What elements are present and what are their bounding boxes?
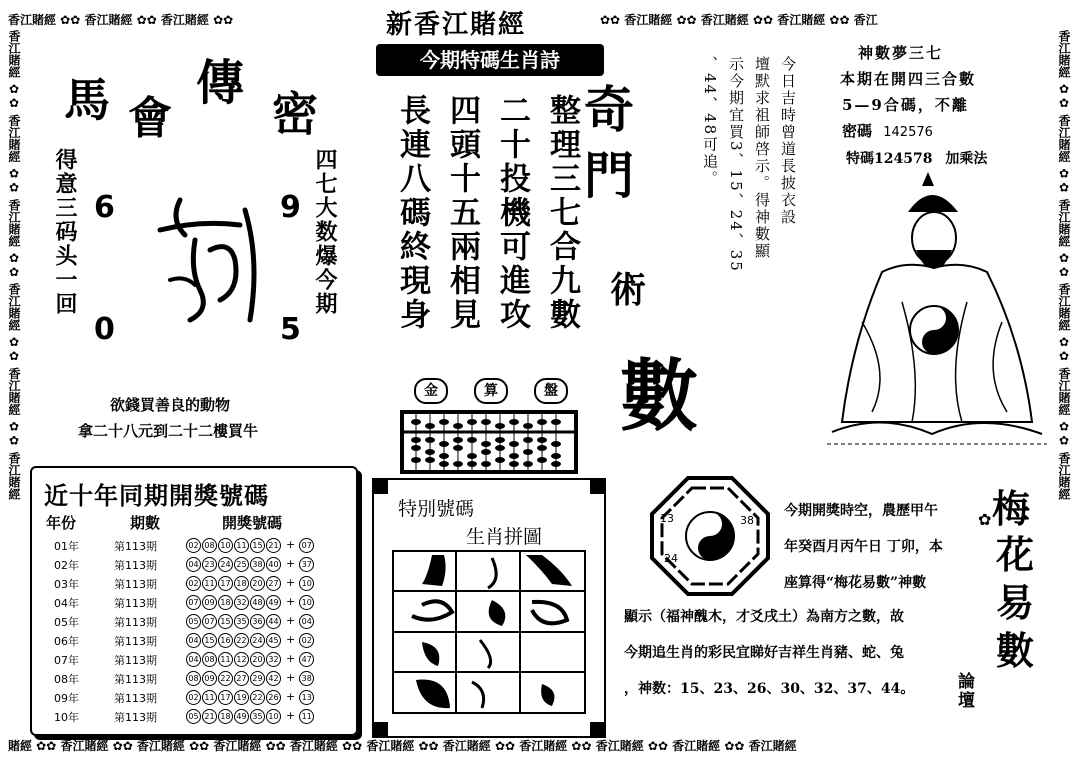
history-row [40, 707, 318, 726]
number-ball: 08 [186, 671, 201, 686]
shenshu-special-label: 特碼124578 [846, 151, 933, 167]
history-numbers [183, 631, 318, 650]
number-ball: 18 [218, 595, 233, 610]
number-ball: 17 [218, 690, 233, 705]
number-ball: 45 [266, 633, 281, 648]
history-period: 第113期 [114, 615, 157, 629]
history-year: 08年 [54, 672, 79, 686]
number-ball: 15 [218, 614, 233, 629]
number-ball: 11 [234, 538, 249, 553]
number-ball: 40 [266, 557, 281, 572]
plum-line-6: ，神数：15、23、26、30、32、37、44。 [624, 681, 915, 697]
special-number-ball: 37 [299, 557, 314, 572]
number-ball: 10 [266, 709, 281, 724]
bagua-number-38: 38 [740, 514, 754, 527]
number-ball: 07 [202, 614, 217, 629]
plus-sign: + [286, 690, 296, 703]
number-ball: 11 [218, 652, 233, 667]
number-ball: 19 [234, 690, 249, 705]
shenshu-line-1: 神數夢三七 [858, 44, 944, 62]
bagua-number-13: 13 [660, 512, 674, 525]
number-ball: 22 [218, 671, 233, 686]
number-ball: 18 [218, 709, 233, 724]
number-ball: 17 [218, 576, 233, 591]
history-year: 03年 [54, 577, 79, 591]
plus-sign: + [286, 595, 296, 608]
number-ball: 38 [250, 557, 265, 572]
number-ball: 05 [186, 614, 201, 629]
history-period: 第113期 [114, 539, 157, 553]
plum-line-1: 今期開獎時空，農歷甲午 [784, 503, 938, 519]
history-year: 04年 [54, 596, 79, 610]
number-ball: 48 [250, 595, 265, 610]
number-ball: 27 [234, 671, 249, 686]
history-rows [40, 536, 318, 726]
number-ball: 44 [266, 614, 281, 629]
history-year: 07年 [54, 653, 79, 667]
plus-sign: + [286, 652, 296, 665]
number-ball: 35 [234, 614, 249, 629]
abacus-label-3: 盤 [534, 378, 568, 404]
history-year: 02年 [54, 558, 79, 572]
calligraphy-symbol [140, 180, 270, 340]
plum-title-4: 數 [996, 628, 1035, 673]
special-number-ball: 10 [299, 595, 314, 610]
digit-9: 9 [280, 190, 301, 225]
plus-sign: + [286, 709, 296, 722]
abacus-label-2: 算 [474, 378, 508, 404]
bagua-number-24: 24 [664, 552, 678, 565]
history-year: 09年 [54, 691, 79, 705]
plum-line-4: 顯示（福神醜木，才爻戌土）為南方之數，故 [624, 609, 904, 625]
number-ball: 20 [250, 576, 265, 591]
special-number-ball: 10 [299, 576, 314, 591]
number-ball: 04 [186, 652, 201, 667]
special-number-ball: 13 [299, 690, 314, 705]
daoist-line-2: 壇默求祖師啓示。得神數顯 [753, 56, 771, 260]
riddle-line-2: 拿二十八元到二十二樓買牛 [78, 422, 259, 440]
history-numbers [183, 574, 318, 593]
history-row [40, 669, 318, 688]
qimen-char-2: 門 [584, 146, 634, 205]
shenshu-line-3: 5—9合碼，不離 [842, 96, 969, 114]
shenshu-line-2: 本期在開四三合數 [840, 70, 977, 88]
history-period: 第113期 [114, 577, 157, 591]
left-side-text: 得意三码头一回 [52, 148, 78, 316]
sage-illustration [822, 172, 1052, 452]
special-number-ball: 11 [299, 709, 314, 724]
plus-sign: + [286, 633, 296, 646]
history-row [40, 593, 318, 612]
special-number-ball: 07 [299, 538, 314, 553]
number-ball: 15 [202, 633, 217, 648]
number-ball: 27 [266, 576, 281, 591]
number-ball: 08 [202, 538, 217, 553]
number-ball: 04 [186, 557, 201, 572]
poem-line-4: 長連八碼終現身 [394, 94, 430, 332]
number-ball: 49 [266, 595, 281, 610]
history-numbers [183, 650, 318, 669]
puzzle-title-2: 生肖拼圖 [466, 526, 543, 548]
plum-flower-icon: ✿ [978, 510, 992, 529]
plus-sign: + [286, 538, 296, 551]
plum-title-2: 花 [996, 532, 1035, 577]
number-ball: 35 [250, 709, 265, 724]
number-ball: 29 [250, 671, 265, 686]
plus-sign: + [286, 576, 296, 589]
puzzle-corner-tl [372, 478, 388, 494]
digit-0: 0 [94, 312, 115, 347]
history-period: 第113期 [114, 558, 157, 572]
daoist-line-4: 、44、48可追。 [701, 56, 719, 188]
heading-char-3: 傳 [196, 55, 245, 111]
col-year: 年份 [46, 514, 77, 532]
special-number-ball: 04 [299, 614, 314, 629]
number-ball: 07 [186, 595, 201, 610]
puzzle-box [372, 478, 606, 738]
plus-sign: + [286, 557, 296, 570]
plum-title-1: 梅 [992, 486, 1031, 531]
bagua-diagram [648, 474, 772, 598]
number-ball: 25 [234, 557, 249, 572]
shenshu-special-suffix: 加乘法 [945, 151, 988, 167]
history-period: 第113期 [114, 710, 157, 724]
heading-char-1: 馬 [64, 73, 110, 127]
puzzle-corner-bl [372, 722, 388, 738]
abacus-icon [400, 410, 578, 474]
col-numbers: 開獎號碼 [222, 514, 283, 532]
poem-banner: 今期特碼生肖詩 [376, 44, 604, 76]
history-numbers [183, 536, 318, 555]
special-number-ball: 47 [299, 652, 314, 667]
number-ball: 04 [186, 633, 201, 648]
history-row [40, 612, 318, 631]
history-period: 第113期 [114, 596, 157, 610]
history-period: 第113期 [114, 672, 157, 686]
history-year: 01年 [54, 539, 79, 553]
plum-signature: 論壇 [954, 672, 974, 710]
heading-char-2: 會 [128, 93, 172, 144]
border-right: 香江賭經 ✿✿ 香江賭經 ✿✿ 香江賭經 ✿✿ 香江賭經 ✿✿ 香江賭經 ✿✿ 香江賭經 [1057, 30, 1071, 500]
border-left: 香江賭經 ✿✿ 香江賭經 ✿✿ 香江賭經 ✿✿ 香江賭經 ✿✿ 香江賭經 ✿✿ 香江賭經 [7, 30, 21, 500]
history-period: 第113期 [114, 691, 157, 705]
history-numbers [183, 593, 318, 612]
history-year: 10年 [54, 710, 79, 724]
shenshu-line-5 [846, 148, 987, 168]
number-ball: 24 [250, 633, 265, 648]
number-ball: 22 [234, 633, 249, 648]
number-ball: 12 [234, 652, 249, 667]
plus-sign: + [286, 614, 296, 627]
qimen-char-3: 術 [610, 269, 647, 311]
number-ball: 21 [266, 538, 281, 553]
number-ball: 02 [186, 576, 201, 591]
abacus-label-1: 金 [414, 378, 448, 404]
number-ball: 02 [186, 538, 201, 553]
number-ball: 22 [250, 690, 265, 705]
daoist-line-1: 今日吉時曾道長披衣設 [779, 56, 797, 226]
history-title: 近十年同期開獎號碼 [44, 481, 269, 510]
col-period: 期數 [130, 514, 161, 532]
history-row [40, 574, 318, 593]
number-ball: 09 [202, 671, 217, 686]
plum-line-3: 座算得“梅花易數”神數 [784, 575, 927, 591]
number-ball: 11 [202, 690, 217, 705]
history-box [30, 466, 358, 736]
poem-line-3: 四頭十五兩相見 [444, 94, 480, 332]
history-numbers [183, 669, 318, 688]
border-top-right: ✿✿ 香江賭經 ✿✿ 香江賭經 ✿✿ 香江賭經 ✿✿ 香江 [600, 13, 878, 27]
number-ball: 09 [202, 595, 217, 610]
shenshu-line-4 [842, 120, 933, 141]
qimen-char-4: 數 [620, 351, 699, 442]
number-ball: 15 [250, 538, 265, 553]
history-row [40, 631, 318, 650]
special-number-ball: 38 [299, 671, 314, 686]
number-ball: 49 [234, 709, 249, 724]
shenshu-code-label: 密碼 [842, 122, 873, 140]
number-ball: 36 [250, 614, 265, 629]
plus-sign: + [286, 671, 296, 684]
number-ball: 26 [266, 690, 281, 705]
abacus-label-row [414, 378, 564, 404]
number-ball: 08 [202, 652, 217, 667]
history-row [40, 555, 318, 574]
puzzle-title-1: 特別號碼 [398, 498, 475, 520]
poem-line-1: 整理三七合九數 [544, 94, 580, 332]
daoist-line-3: 示今期宜買3、15、24、35 [727, 56, 745, 273]
special-number-ball: 02 [299, 633, 314, 648]
plum-line-5: 今期追生肖的彩民宜睇好吉祥生肖豬、蛇、兔 [624, 645, 904, 661]
history-row [40, 536, 318, 555]
history-row [40, 650, 318, 669]
history-numbers [183, 555, 318, 574]
digit-5: 5 [280, 312, 301, 347]
number-ball: 02 [186, 690, 201, 705]
shenshu-code-value: 142576 [883, 125, 933, 140]
history-table [40, 536, 318, 726]
number-ball: 11 [202, 576, 217, 591]
border-bottom: 賭經 ✿✿ 香江賭經 ✿✿ 香江賭經 ✿✿ 香江賭經 ✿✿ 香江賭經 ✿✿ 香江賭經 ✿✿ 香江賭經 ✿✿ 香江賭經 ✿✿ 香江賭經 ✿✿ 香江賭經 ✿✿ 香江賭經 [8, 739, 797, 753]
number-ball: 10 [218, 538, 233, 553]
number-ball: 05 [186, 709, 201, 724]
number-ball: 32 [234, 595, 249, 610]
number-ball: 32 [266, 652, 281, 667]
page-title: 新香江賭經 [386, 10, 527, 40]
right-side-text: 四七大数爆今期 [312, 148, 338, 316]
number-ball: 18 [234, 576, 249, 591]
plum-title-3: 易 [996, 580, 1035, 625]
history-numbers [183, 612, 318, 631]
number-ball: 21 [202, 709, 217, 724]
number-ball: 24 [218, 557, 233, 572]
heading-char-4: 密 [272, 87, 318, 141]
history-year: 05年 [54, 615, 79, 629]
history-period: 第113期 [114, 653, 157, 667]
border-top: 香江賭經 ✿✿ 香江賭經 ✿✿ 香江賭經 ✿✿ [8, 13, 234, 27]
puzzle-corner-tr [590, 478, 606, 494]
qimen-char-1: 奇 [584, 80, 634, 139]
number-ball: 23 [202, 557, 217, 572]
number-ball: 42 [266, 671, 281, 686]
history-row [40, 688, 318, 707]
history-numbers [183, 688, 318, 707]
number-ball: 16 [218, 633, 233, 648]
zodiac-puzzle-image [392, 550, 586, 714]
history-year: 06年 [54, 634, 79, 648]
plum-line-2: 年癸酉月丙午日 丁卯，本 [784, 539, 943, 555]
number-ball: 20 [250, 652, 265, 667]
history-numbers [183, 707, 318, 726]
history-period: 第113期 [114, 634, 157, 648]
riddle-line-1: 欲錢買善良的動物 [110, 396, 231, 414]
poem-line-2: 二十投機可進攻 [494, 94, 530, 332]
digit-6: 6 [94, 190, 115, 225]
puzzle-corner-br [590, 722, 606, 738]
